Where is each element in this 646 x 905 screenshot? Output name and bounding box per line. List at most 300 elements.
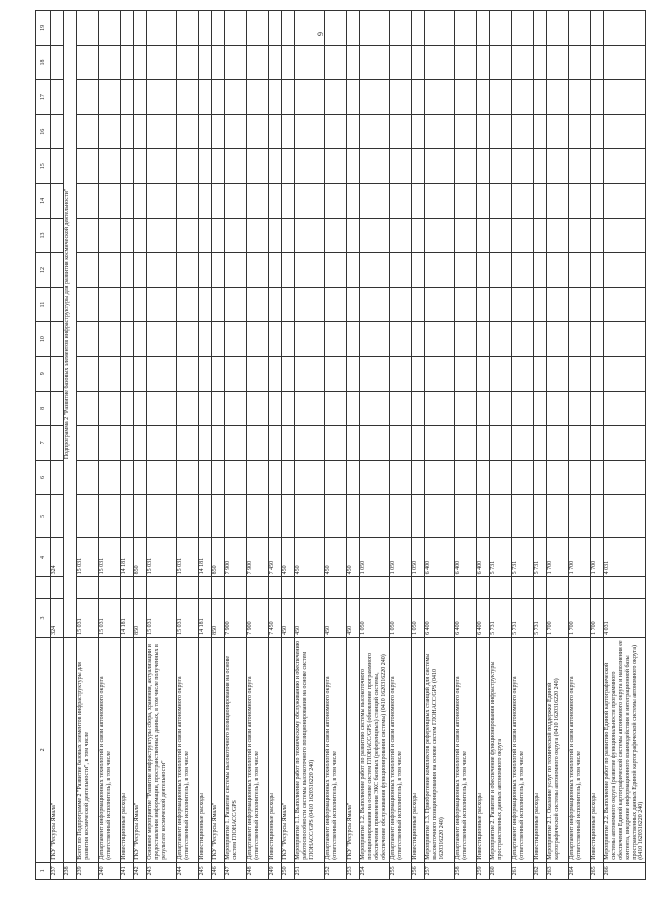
empty-cell (282, 149, 295, 184)
empty-cell (604, 184, 646, 219)
empty-cell (604, 426, 646, 461)
value-year: 5 731 (512, 538, 534, 577)
value-total: 450 (295, 599, 325, 638)
empty-cell (225, 218, 247, 253)
row-name: Департамент информационных технологий и связи автономного округа (ответственный исполнитель), в том числе (512, 637, 534, 862)
empty-cell (512, 356, 534, 391)
empty-cell (325, 114, 347, 149)
value-total: 7 450 (269, 599, 282, 638)
empty-cell (512, 184, 534, 219)
empty-cell (282, 80, 295, 115)
empty-cell (569, 460, 591, 495)
page-number: 9 (316, 32, 325, 36)
empty-cell (212, 218, 225, 253)
empty-cell (269, 391, 282, 426)
empty-cell (569, 356, 591, 391)
empty-cell (147, 45, 177, 80)
empty-cell (455, 253, 477, 288)
empty-cell (347, 287, 360, 322)
empty-cell (412, 495, 425, 538)
value-total: 5 731 (512, 599, 534, 638)
empty-cell (177, 11, 199, 46)
empty-cell (225, 45, 247, 80)
empty-cell (147, 460, 177, 495)
row-name: Мероприятие 1.3. Приобретение комплектов референцных станций для системы высокоточного позиционирования на основе систем ГЛОНАСС/GPS (0410 1620316220 240) (425, 637, 455, 862)
empty-cell (490, 322, 512, 357)
empty-cell (99, 184, 121, 219)
empty-cell (269, 495, 282, 538)
empty-cell (412, 287, 425, 322)
empty-cell (121, 287, 134, 322)
empty-cell (134, 426, 147, 461)
empty-cell (547, 391, 569, 426)
empty-cell (490, 391, 512, 426)
value-year: 7 450 (269, 538, 282, 577)
empty-cell (295, 45, 325, 80)
row-index: 237 (51, 862, 64, 879)
row-name: Мероприятие 1.2. Выполнение работ по развитию системы высокоточного позиционирования на основе систем ГЛОНАСС/GPS (обновление программного обеспечения применения ЭКС базовых (референцных) станций системы, обеспечение обслуживания функционирования системы) (0410 1620316220 240) (360, 637, 390, 862)
empty-cell (247, 460, 269, 495)
value-total: 1 050 (360, 599, 390, 638)
empty-cell (134, 495, 147, 538)
empty-cell (282, 253, 295, 288)
empty-cell (534, 45, 547, 80)
empty-cell (325, 218, 347, 253)
column-header: 10 (36, 322, 51, 357)
empty-cell (212, 356, 225, 391)
empty-cell (121, 114, 134, 149)
empty-cell (177, 184, 199, 219)
empty-cell (247, 184, 269, 219)
empty-cell (199, 287, 212, 322)
value-year: 4 031 (604, 538, 646, 577)
empty-cell (347, 322, 360, 357)
empty-cell (425, 218, 455, 253)
empty-cell (534, 495, 547, 538)
empty-cell (199, 426, 212, 461)
row-index: 265 (591, 862, 604, 879)
empty-cell (604, 218, 646, 253)
empty-cell (325, 45, 347, 80)
empty-cell (99, 426, 121, 461)
empty-cell (282, 495, 295, 538)
value-total: 1 050 (412, 599, 425, 638)
empty-cell (547, 322, 569, 357)
column-header: 9 (36, 356, 51, 391)
value-total: 14 181 (199, 599, 212, 638)
value-year: 850 (134, 538, 147, 577)
empty-cell (177, 114, 199, 149)
table-row (591, 11, 604, 880)
empty-cell (425, 80, 455, 115)
table-row (51, 11, 64, 880)
empty-cell (490, 460, 512, 495)
empty-cell (269, 322, 282, 357)
empty-cell (269, 11, 282, 46)
empty-cell (604, 149, 646, 184)
table-row (425, 11, 455, 880)
empty-cell (412, 253, 425, 288)
empty-cell (425, 184, 455, 219)
value-total: 4 031 (604, 599, 646, 638)
row-index: 244 (177, 862, 199, 879)
row-name: Департамент информационных технологий и связи автономного округа (ответственный исполнитель), в том числе (455, 637, 477, 862)
empty-cell (99, 287, 121, 322)
empty-cell (212, 45, 225, 80)
value-empty (534, 577, 547, 599)
empty-cell (347, 495, 360, 538)
table-row (477, 11, 490, 880)
empty-cell (121, 253, 134, 288)
value-total: 7 900 (247, 599, 269, 638)
empty-cell (390, 287, 412, 322)
empty-cell (591, 426, 604, 461)
empty-cell (477, 426, 490, 461)
value-empty (347, 577, 360, 599)
value-empty (412, 577, 425, 599)
empty-cell (77, 426, 99, 461)
empty-cell (512, 80, 534, 115)
empty-cell (455, 495, 477, 538)
empty-cell (147, 149, 177, 184)
empty-cell (325, 356, 347, 391)
empty-cell (412, 322, 425, 357)
empty-cell (425, 114, 455, 149)
empty-cell (51, 495, 64, 538)
row-name: Инвестиционные расходы (199, 637, 212, 862)
value-empty (282, 577, 295, 599)
empty-cell (199, 184, 212, 219)
empty-cell (604, 287, 646, 322)
empty-cell (247, 495, 269, 538)
empty-cell (212, 253, 225, 288)
empty-cell (177, 460, 199, 495)
value-empty (199, 577, 212, 599)
table-row (347, 11, 360, 880)
value-year: 1 700 (591, 538, 604, 577)
empty-cell (569, 149, 591, 184)
empty-cell (490, 426, 512, 461)
empty-cell (425, 253, 455, 288)
empty-cell (121, 391, 134, 426)
value-empty (360, 577, 390, 599)
value-empty (247, 577, 269, 599)
empty-cell (604, 460, 646, 495)
empty-cell (134, 287, 147, 322)
empty-cell (99, 80, 121, 115)
empty-cell (147, 356, 177, 391)
empty-cell (99, 253, 121, 288)
empty-cell (225, 356, 247, 391)
empty-cell (134, 45, 147, 80)
table-row (569, 11, 591, 880)
table-row (490, 11, 512, 880)
empty-cell (455, 322, 477, 357)
empty-cell (547, 149, 569, 184)
row-index: 252 (325, 862, 347, 879)
empty-cell (295, 287, 325, 322)
empty-cell (99, 149, 121, 184)
empty-cell (534, 11, 547, 46)
value-total: 15 031 (99, 599, 121, 638)
column-header: 1 (36, 862, 51, 879)
row-index: 259 (477, 862, 490, 879)
empty-cell (121, 426, 134, 461)
empty-cell (134, 114, 147, 149)
table-row (134, 11, 147, 880)
row-name: Всего по Подпрограмме 2 "Развитие базовых элементов инфраструктуры для развития космической деятельности", в том числе (77, 637, 99, 862)
empty-cell (477, 356, 490, 391)
empty-cell (247, 322, 269, 357)
empty-cell (390, 253, 412, 288)
empty-cell (212, 80, 225, 115)
column-header: 4 (36, 538, 51, 577)
empty-cell (569, 495, 591, 538)
row-name: Инвестиционные расходы (477, 637, 490, 862)
empty-cell (247, 426, 269, 461)
empty-cell (295, 253, 325, 288)
empty-cell (99, 391, 121, 426)
row-index: 263 (547, 862, 569, 879)
empty-cell (51, 184, 64, 219)
table-row (455, 11, 477, 880)
table-row (212, 11, 225, 880)
empty-cell (591, 356, 604, 391)
value-year: 1 700 (547, 538, 569, 577)
empty-cell (269, 80, 282, 115)
empty-cell (199, 218, 212, 253)
empty-cell (534, 253, 547, 288)
empty-cell (591, 218, 604, 253)
column-header: 19 (36, 11, 51, 46)
empty-cell (591, 322, 604, 357)
value-empty (77, 577, 99, 599)
empty-cell (425, 460, 455, 495)
empty-cell (212, 11, 225, 46)
empty-cell (282, 426, 295, 461)
value-empty (591, 577, 604, 599)
empty-cell (604, 495, 646, 538)
empty-cell (455, 218, 477, 253)
empty-cell (247, 391, 269, 426)
empty-cell (134, 149, 147, 184)
value-total: 450 (325, 599, 347, 638)
empty-cell (591, 11, 604, 46)
value-total: 5 731 (534, 599, 547, 638)
row-name: ГКУ "Ресурсы Ямала" (282, 637, 295, 862)
value-total: 1 050 (390, 599, 412, 638)
empty-cell (569, 253, 591, 288)
row-index: 261 (512, 862, 534, 879)
empty-cell (121, 80, 134, 115)
empty-cell (534, 114, 547, 149)
empty-cell (225, 80, 247, 115)
empty-cell (604, 45, 646, 80)
empty-cell (490, 495, 512, 538)
value-year: 1 050 (390, 538, 412, 577)
empty-cell (177, 80, 199, 115)
column-header: 14 (36, 184, 51, 219)
table-row (269, 11, 282, 880)
value-year: 450 (295, 538, 325, 577)
empty-cell (147, 287, 177, 322)
empty-cell (604, 391, 646, 426)
value-total: 15 031 (177, 599, 199, 638)
empty-cell (547, 11, 569, 46)
empty-cell (477, 495, 490, 538)
empty-cell (455, 460, 477, 495)
value-total: 15 031 (77, 599, 99, 638)
empty-cell (412, 114, 425, 149)
empty-cell (547, 495, 569, 538)
empty-cell (51, 253, 64, 288)
empty-cell (591, 460, 604, 495)
empty-cell (425, 391, 455, 426)
value-total: 1 700 (547, 599, 569, 638)
empty-cell (477, 391, 490, 426)
empty-cell (147, 495, 177, 538)
empty-cell (390, 322, 412, 357)
empty-cell (225, 322, 247, 357)
empty-cell (199, 391, 212, 426)
empty-cell (425, 322, 455, 357)
empty-cell (325, 287, 347, 322)
empty-cell (212, 184, 225, 219)
empty-cell (199, 114, 212, 149)
empty-cell (347, 356, 360, 391)
empty-cell (147, 253, 177, 288)
empty-cell (295, 391, 325, 426)
value-empty (147, 577, 177, 599)
empty-cell (325, 391, 347, 426)
empty-cell (212, 322, 225, 357)
empty-cell (390, 11, 412, 46)
column-header: 12 (36, 253, 51, 288)
empty-cell (360, 218, 390, 253)
value-year: 7 900 (225, 538, 247, 577)
empty-cell (390, 114, 412, 149)
empty-cell (534, 391, 547, 426)
empty-cell (325, 460, 347, 495)
empty-cell (390, 495, 412, 538)
empty-cell (199, 11, 212, 46)
column-header: 18 (36, 45, 51, 80)
table-row (99, 11, 121, 880)
row-name: Департамент информационных технологий и связи автономного округа (ответственный исполнитель), в том числе (569, 637, 591, 862)
value-empty (490, 577, 512, 599)
empty-cell (477, 287, 490, 322)
empty-cell (51, 45, 64, 80)
empty-cell (134, 391, 147, 426)
empty-cell (134, 218, 147, 253)
table-row (121, 11, 134, 880)
empty-cell (534, 149, 547, 184)
row-index: 238 (64, 862, 77, 879)
empty-cell (591, 80, 604, 115)
empty-cell (269, 218, 282, 253)
empty-cell (512, 391, 534, 426)
value-year: 1 700 (569, 538, 591, 577)
empty-cell (134, 356, 147, 391)
value-year: 1 050 (412, 538, 425, 577)
empty-cell (325, 253, 347, 288)
row-index: 243 (147, 862, 177, 879)
empty-cell (512, 287, 534, 322)
empty-cell (77, 253, 99, 288)
empty-cell (77, 460, 99, 495)
table-row (77, 11, 99, 880)
value-year: 15 031 (77, 538, 99, 577)
empty-cell (225, 114, 247, 149)
empty-cell (282, 287, 295, 322)
value-year: 450 (282, 538, 295, 577)
empty-cell (199, 356, 212, 391)
empty-cell (547, 45, 569, 80)
row-name: Мероприятие 1.1. Выполнение работ по техническому обслуживанию и обеспечению работоспособности системы высокоточного позиционирования на основе систем ГЛОНАСС/GPS (0410 1620316220 240) (295, 637, 325, 862)
empty-cell (569, 45, 591, 80)
empty-cell (247, 356, 269, 391)
empty-cell (477, 460, 490, 495)
empty-cell (77, 114, 99, 149)
empty-cell (77, 45, 99, 80)
empty-cell (390, 460, 412, 495)
column-header: 7 (36, 426, 51, 461)
empty-cell (477, 45, 490, 80)
empty-cell (282, 218, 295, 253)
value-empty (390, 577, 412, 599)
table-row (247, 11, 269, 880)
empty-cell (360, 11, 390, 46)
empty-cell (121, 184, 134, 219)
value-empty (121, 577, 134, 599)
empty-cell (347, 11, 360, 46)
empty-cell (569, 426, 591, 461)
table-row (177, 11, 199, 880)
empty-cell (360, 391, 390, 426)
empty-cell (121, 322, 134, 357)
empty-cell (412, 11, 425, 46)
empty-cell (455, 356, 477, 391)
empty-cell (591, 391, 604, 426)
empty-cell (477, 149, 490, 184)
row-index: 266 (604, 862, 646, 879)
empty-cell (177, 253, 199, 288)
empty-cell (534, 218, 547, 253)
value-empty (212, 577, 225, 599)
empty-cell (477, 322, 490, 357)
empty-cell (134, 80, 147, 115)
empty-cell (591, 184, 604, 219)
row-index: 248 (247, 862, 269, 879)
empty-cell (199, 149, 212, 184)
empty-cell (177, 322, 199, 357)
empty-cell (77, 287, 99, 322)
empty-cell (591, 149, 604, 184)
table-row (147, 11, 177, 880)
empty-cell (282, 322, 295, 357)
empty-cell (99, 218, 121, 253)
empty-cell (325, 495, 347, 538)
value-year: 324 (51, 538, 64, 577)
empty-cell (77, 391, 99, 426)
value-empty (604, 577, 646, 599)
empty-cell (295, 322, 325, 357)
empty-cell (147, 80, 177, 115)
empty-cell (99, 356, 121, 391)
empty-cell (390, 391, 412, 426)
empty-cell (247, 149, 269, 184)
subprogram-heading: Подпрограмма 2 "Развитие базовых элементов инфраструктуры для развития космической деятельности" (64, 11, 77, 638)
